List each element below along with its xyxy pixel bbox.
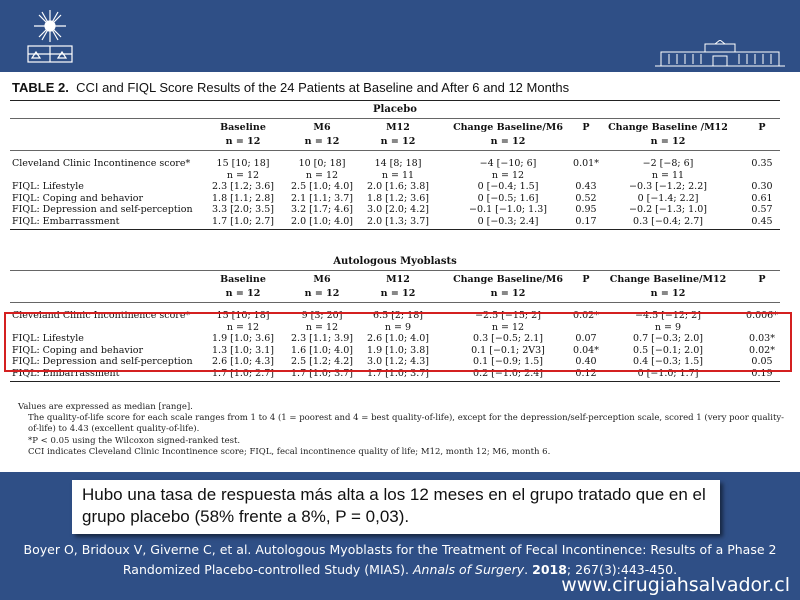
table-cell: 1.7 [1.0; 2.7] (212, 215, 274, 227)
table-footnote: CCI indicates Cleveland Clinic Incontinence score; FIQL, fecal incontinence quality of life; M12, month 12; M6, month 6. (28, 447, 551, 457)
table-cell: 2.3 [1.1; 3.9] (291, 333, 353, 344)
table-cell: 0.3 [−0.5; 2.1] (473, 333, 543, 344)
table-cell: 2.0 [1.0; 4.0] (291, 215, 353, 227)
table-cell: 3.0 [1.2; 4.3] (367, 356, 429, 367)
column-n: n = 12 (380, 288, 416, 299)
row-label: FIQL: Depression and self-perception (12, 356, 193, 367)
table-footnote: *P < 0.05 using the Wilcoxon signed-ranked test. (28, 436, 241, 446)
table-cell: 2.0 [1.3; 3.7] (367, 215, 429, 227)
table-cell: 0.02* (749, 344, 775, 356)
row-label: FIQL: Embarrassment (12, 367, 120, 379)
column-header: P (582, 274, 590, 285)
group-title: Placebo (373, 104, 417, 115)
table-cell: 0.40 (575, 356, 597, 367)
table-cell: 0.52 (575, 192, 597, 204)
group-bottom-rule (10, 229, 780, 230)
table-cell: 0.3 [−0.4; 2.7] (633, 215, 703, 227)
header-rule (10, 150, 780, 151)
table-cell: 15 [10; 18] (216, 310, 270, 321)
column-n: n = 12 (650, 288, 686, 299)
column-n: n = 12 (225, 136, 261, 147)
table-cell: −0.2 [−1.3; 1.0] (629, 204, 707, 215)
table-cell: 1.7 [1.0; 3.7] (291, 367, 353, 379)
table-cell: 0.12 (575, 367, 597, 379)
table-cell: 3.2 [1.7; 4.6] (291, 204, 353, 215)
table-cell: 0.7 [−0.3; 2.0] (633, 333, 703, 344)
column-n: n = 12 (490, 288, 526, 299)
table-cell: 0 [−1.4; 2.2] (637, 192, 699, 204)
table-cell: n = 11 (381, 169, 415, 181)
group-title: Autologous Myoblasts (333, 256, 457, 267)
column-header: Baseline (220, 274, 266, 285)
table-cell: 0.45 (751, 215, 773, 227)
table-cell: 0.35 (751, 158, 773, 169)
column-n: n = 12 (490, 136, 526, 147)
table-cell: 2.6 [1.0; 4.0] (367, 333, 429, 344)
table-cell: 9 [3; 20] (301, 310, 343, 321)
table-cell: 0.1 [−0.1; 2V3] (471, 344, 545, 356)
table-cell: 0.30 (751, 181, 773, 192)
university-seal-logo (22, 8, 78, 66)
column-header: P (758, 122, 766, 133)
table-cell: 2.5 [1.0; 4.0] (291, 181, 353, 192)
table-cell: 0.4 [−0.3; 1.5] (633, 356, 703, 367)
column-n: n = 12 (650, 136, 686, 147)
column-header: Change Baseline/M6 (453, 122, 563, 133)
table-cell: 2.5 [1.2; 4.2] (291, 356, 353, 367)
column-n: n = 12 (304, 288, 340, 299)
table-cell: −2 [−8; 6] (642, 158, 694, 169)
table-cell: 3.3 [2.0; 3.5] (212, 204, 274, 215)
table-cell: 0 [−1.0; 1.7] (637, 367, 699, 379)
table-cell: 0.61 (751, 192, 773, 204)
row-label: Cleveland Clinic Incontinence score* (12, 158, 191, 169)
table-cell: 0.5 [−0.1; 2.0] (633, 344, 703, 356)
table-cell: n = 12 (305, 321, 339, 333)
column-header: P (758, 274, 766, 285)
group-bottom-rule (10, 381, 780, 382)
row-label: Cleveland Clinic Incontinence score* (12, 310, 191, 321)
table-cell: 0.95 (575, 204, 597, 215)
column-n: n = 12 (380, 136, 416, 147)
table-cell: 0.03* (749, 333, 775, 344)
website-url: www.cirugiahsalvador.cl (561, 574, 790, 596)
row-label: FIQL: Lifestyle (12, 333, 84, 344)
table-cell: n = 12 (305, 169, 339, 181)
row-label: FIQL: Depression and self-perception (12, 204, 193, 215)
table-cell: n = 12 (226, 321, 260, 333)
summary-text: Hubo una tasa de respuesta más alta a los 12 meses en el grupo tratado que en el grupo placebo (58% frente a 8%, P = 0,03). (82, 485, 706, 526)
table-cell: 3.0 [2.0; 4.2] (367, 204, 429, 215)
table-cell: 0.05 (751, 356, 773, 367)
table-cell: 6.5 [2; 18] (373, 310, 423, 321)
table-cell: 0.01* (573, 158, 599, 169)
table-cell: 0.02* (573, 310, 599, 321)
row-label: FIQL: Coping and behavior (12, 192, 144, 204)
table-cell: 0 [−0.3; 2.4] (477, 215, 539, 227)
table-footnote: The quality-of-life score for each scale ranges from 1 to 4 (1 = poorest and 4 = best quality-of-life), except for the depression/self-perception scale, scored 1 (very poor quality-of-life) to 4.43 (excellent quality-of-life). (28, 413, 785, 434)
table-cell: n = 12 (226, 169, 260, 181)
table-cell: 0.04* (573, 344, 599, 356)
column-header: Change Baseline/M12 (609, 274, 727, 285)
column-n: n = 12 (304, 136, 340, 147)
table-cell: −2.5 [−15; 2] (475, 310, 541, 321)
group-rule (10, 270, 780, 271)
table-image (0, 72, 800, 472)
column-header: Baseline (220, 122, 266, 133)
column-header: M12 (386, 122, 410, 133)
table-cell: 1.3 [1.0; 3.1] (212, 344, 274, 356)
group-rule (10, 118, 780, 119)
table-cell: −0.1 [−1.0; 1.3] (469, 204, 547, 215)
table-cell: 0.07 (575, 333, 597, 344)
table-cell: 1.9 [1.0; 3.8] (367, 344, 429, 356)
table-cell: n = 12 (491, 321, 525, 333)
table-cell: 0 [−0.5; 1.6] (477, 192, 539, 204)
table-cell: 2.0 [1.6; 3.8] (367, 181, 429, 192)
table-title: TABLE 2. CCI and FIQL Score Results of the 24 Patients at Baseline and After 6 and 12 Months (12, 80, 570, 95)
row-label: FIQL: Coping and behavior (12, 344, 144, 356)
table-cell: n = 12 (491, 169, 525, 181)
table-top-rule (10, 100, 780, 101)
row-label: FIQL: Embarrassment (12, 215, 120, 227)
table-cell: 15 [10; 18] (216, 158, 270, 169)
table-cell: 1.7 [1.0; 2.7] (212, 367, 274, 379)
table-cell: −0.3 [−1.2; 2.2] (629, 181, 707, 192)
table-cell: 0 [−0.4; 1.5] (477, 181, 539, 192)
column-header: Change Baseline/M6 (453, 274, 563, 285)
column-header: M6 (313, 274, 331, 285)
column-header: M6 (313, 122, 331, 133)
summary-callout (72, 480, 720, 534)
table-cell: 2.6 [1.0; 4.3] (212, 356, 274, 367)
table-cell: 1.7 [1.0; 3.7] (367, 367, 429, 379)
table-footnote: Values are expressed as median [range]. (18, 402, 193, 412)
table-cell: 2.3 [1.2; 3.6] (212, 181, 274, 192)
table-cell: n = 11 (651, 169, 685, 181)
table-cell: n = 9 (654, 321, 682, 333)
table-cell: 14 [8; 18] (374, 158, 422, 169)
table-cell: 10 [0; 18] (298, 158, 346, 169)
table-cell: 2.1 [1.1; 3.7] (291, 192, 353, 204)
column-header: Change Baseline /M12 (608, 122, 728, 133)
table-cell: 0.006* (746, 310, 778, 321)
table-cell: 1.8 [1.2; 3.6] (367, 192, 429, 204)
citation: Boyer O, Bridoux V, Giverne C, et al. Autologous Myoblasts for the Treatment of Fecal Incontinence: Results of a Phase 2 Randomized Placebo-controlled Study (MIAS). Annals of Surgery. 2018; 267(3):443-450. (23, 542, 777, 577)
table-cell: 1.6 [1.0; 4.0] (291, 344, 353, 356)
table-cell: 1.8 [1.1; 2.8] (212, 192, 274, 204)
table-cell: 0.43 (575, 181, 597, 192)
table-cell: 0.19 (751, 367, 773, 379)
column-n: n = 12 (225, 288, 261, 299)
table-cell: 0.1 [−0.9; 1.5] (473, 356, 543, 367)
table-cell: −4 [−10; 6] (479, 158, 537, 169)
table-cell: 1.9 [1.0; 3.6] (212, 333, 274, 344)
table-cell: 0.2 [−1.0; 2.4] (473, 367, 543, 379)
header-rule (10, 302, 780, 303)
hospital-building-logo (655, 40, 785, 68)
column-header: P (582, 122, 590, 133)
column-header: M12 (386, 274, 410, 285)
table-cell: 0.17 (575, 215, 597, 227)
slide-header (0, 0, 800, 72)
row-label: FIQL: Lifestyle (12, 181, 84, 192)
table-cell: n = 9 (384, 321, 412, 333)
table-cell: 0.57 (751, 204, 773, 215)
table-cell: −4.5 [−12; 2] (635, 310, 701, 321)
